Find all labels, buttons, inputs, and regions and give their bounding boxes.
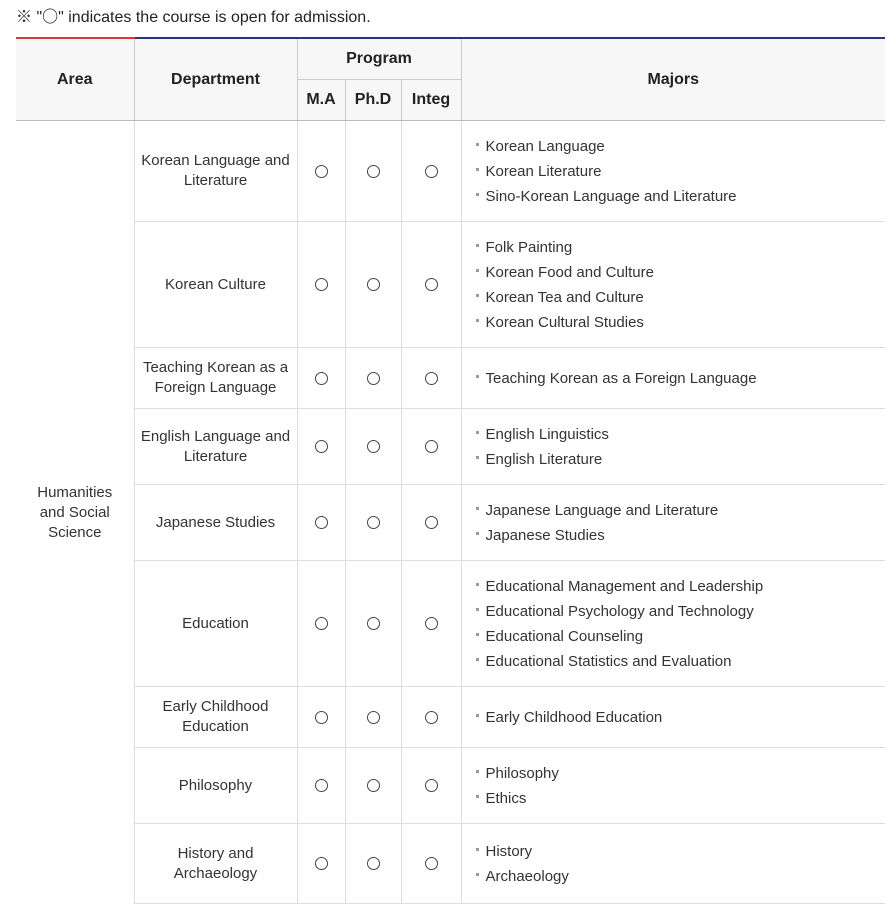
major-name: Ethics (485, 789, 527, 807)
ma-cell (297, 687, 345, 748)
ma-header: M.A (297, 80, 345, 121)
list-item (476, 839, 886, 864)
phd-header: Ph.D (345, 80, 401, 121)
open-circle-icon (315, 278, 328, 291)
phd-cell (345, 748, 401, 824)
open-circle-icon (367, 278, 380, 291)
major-name: Educational Statistics and Evaluation (485, 652, 732, 670)
phd-cell (345, 121, 401, 222)
major-name: Sino-Korean Language and Literature (485, 187, 737, 205)
table-row (16, 687, 885, 748)
major-name: Educational Counseling (485, 627, 644, 645)
department-name: Korean Language and Literature (141, 152, 290, 189)
integ-cell (401, 409, 461, 485)
open-circle-icon (425, 617, 438, 630)
open-circle-icon (315, 617, 328, 630)
major-name: Japanese Studies (485, 526, 605, 544)
program-header: Program (297, 38, 461, 80)
open-circle-icon (315, 711, 328, 724)
open-circle-icon (425, 779, 438, 792)
bullet-icon (476, 795, 479, 798)
department-cell (134, 121, 297, 222)
integ-cell (401, 561, 461, 687)
major-name: Educational Management and Leadership (485, 577, 764, 595)
majors-header: Majors (461, 38, 885, 121)
program-table (16, 37, 885, 904)
bullet-icon (476, 608, 479, 611)
open-circle-icon (425, 857, 438, 870)
majors-cell (461, 561, 885, 687)
major-name: Philosophy (485, 764, 559, 782)
area-name: Humanities and Social Science (37, 484, 113, 542)
department-header: Department (134, 38, 297, 121)
table-row (16, 121, 885, 222)
department-cell (134, 687, 297, 748)
open-circle-icon (425, 278, 438, 291)
open-circle-icon (315, 372, 328, 385)
area-cell (16, 121, 134, 904)
majors-list (476, 761, 886, 811)
bullet-icon (476, 583, 479, 586)
open-circle-icon (315, 440, 328, 453)
department-name: Early Childhood Education (162, 698, 269, 735)
major-name: Early Childhood Education (485, 708, 663, 726)
majors-cell (461, 409, 885, 485)
major-name: Archaeology (485, 867, 569, 885)
ma-cell (297, 348, 345, 409)
phd-cell (345, 687, 401, 748)
majors-list (476, 705, 886, 730)
list-item (476, 260, 886, 285)
major-name: Teaching Korean as a Foreign Language (485, 369, 757, 387)
table-row (16, 824, 885, 904)
open-circle-icon (367, 617, 380, 630)
integ-cell (401, 485, 461, 561)
majors-list (476, 574, 886, 674)
phd-cell (345, 409, 401, 485)
major-name: English Linguistics (485, 425, 609, 443)
bullet-icon (476, 714, 479, 717)
department-name: Korean Culture (165, 275, 266, 293)
ma-cell (297, 222, 345, 348)
department-cell (134, 748, 297, 824)
open-circle-icon (367, 372, 380, 385)
integ-cell (401, 687, 461, 748)
department-name: History and Archaeology (173, 844, 258, 882)
bullet-icon (476, 873, 479, 876)
department-name: Teaching Korean as a Foreign Language (142, 359, 289, 396)
list-item (476, 649, 886, 674)
list-item (476, 184, 886, 209)
majors-cell (461, 687, 885, 748)
table-row (16, 409, 885, 485)
table-body (16, 121, 885, 904)
majors-cell (461, 485, 885, 561)
list-item (476, 235, 886, 260)
open-circle-icon (367, 165, 380, 178)
majors-cell (461, 348, 885, 409)
integ-cell (401, 748, 461, 824)
phd-cell (345, 348, 401, 409)
bullet-icon (476, 244, 479, 247)
majors-list (476, 422, 886, 472)
open-circle-icon (315, 857, 328, 870)
list-item (476, 624, 886, 649)
list-item (476, 134, 886, 159)
bullet-icon (476, 294, 479, 297)
bullet-icon (476, 633, 479, 636)
major-name: Korean Language (485, 137, 605, 155)
open-circle-icon (425, 440, 438, 453)
phd-cell (345, 222, 401, 348)
table-row (16, 348, 885, 409)
phd-cell (345, 824, 401, 904)
list-item (476, 366, 886, 391)
department-cell (134, 485, 297, 561)
table-row (16, 748, 885, 824)
integ-header: Integ (401, 80, 461, 121)
department-cell (134, 222, 297, 348)
bullet-icon (476, 375, 479, 378)
table-header (16, 38, 885, 121)
table-row (16, 222, 885, 348)
admission-note: ※ "〇" indicates the course is open for admission. (16, 9, 371, 26)
list-item (476, 705, 886, 730)
majors-list (476, 235, 886, 335)
open-circle-icon (367, 440, 380, 453)
open-circle-icon (425, 711, 438, 724)
major-name: Korean Tea and Culture (485, 288, 644, 306)
majors-cell (461, 222, 885, 348)
bullet-icon (476, 269, 479, 272)
list-item (476, 285, 886, 310)
majors-list (476, 498, 886, 548)
integ-cell (401, 348, 461, 409)
department-cell (134, 348, 297, 409)
ma-cell (297, 485, 345, 561)
table-row (16, 485, 885, 561)
bullet-icon (476, 848, 479, 851)
majors-cell (461, 121, 885, 222)
bullet-icon (476, 168, 479, 171)
bullet-icon (476, 193, 479, 196)
table-row (16, 561, 885, 687)
open-circle-icon (315, 165, 328, 178)
list-item (476, 447, 886, 472)
ma-cell (297, 748, 345, 824)
phd-cell (345, 561, 401, 687)
department-cell (134, 824, 297, 904)
open-circle-icon (367, 857, 380, 870)
open-circle-icon (367, 516, 380, 529)
majors-cell (461, 824, 885, 904)
major-name: Korean Cultural Studies (485, 313, 644, 331)
list-item (476, 599, 886, 624)
list-item (476, 498, 886, 523)
list-item (476, 864, 886, 889)
bullet-icon (476, 532, 479, 535)
major-name: English Literature (485, 450, 603, 468)
open-circle-icon (425, 165, 438, 178)
major-name: Folk Painting (485, 238, 573, 256)
integ-cell (401, 121, 461, 222)
major-name: Japanese Language and Literature (485, 501, 719, 519)
ma-cell (297, 121, 345, 222)
department-name: Education (182, 614, 249, 632)
bullet-icon (476, 319, 479, 322)
open-circle-icon (425, 372, 438, 385)
phd-cell (345, 485, 401, 561)
majors-list (476, 839, 886, 889)
integ-cell (401, 824, 461, 904)
list-item (476, 422, 886, 447)
department-cell (134, 561, 297, 687)
department-name: English Language and Literature (140, 427, 291, 465)
bullet-icon (476, 431, 479, 434)
bullet-icon (476, 658, 479, 661)
ma-cell (297, 561, 345, 687)
majors-list (476, 366, 886, 391)
list-item (476, 523, 886, 548)
bullet-icon (476, 770, 479, 773)
list-item (476, 786, 886, 811)
department-name: Japanese Studies (155, 513, 276, 531)
integ-cell (401, 222, 461, 348)
open-circle-icon (367, 779, 380, 792)
area-header: Area (16, 38, 134, 121)
open-circle-icon (315, 779, 328, 792)
major-name: Korean Food and Culture (485, 263, 654, 281)
majors-list (476, 134, 886, 209)
open-circle-icon (315, 516, 328, 529)
major-name: Educational Psychology and Technology (485, 602, 754, 620)
open-circle-icon (425, 516, 438, 529)
major-name: Korean Literature (485, 162, 602, 180)
list-item (476, 761, 886, 786)
ma-cell (297, 824, 345, 904)
open-circle-icon (367, 711, 380, 724)
bullet-icon (476, 507, 479, 510)
majors-cell (461, 748, 885, 824)
bullet-icon (476, 456, 479, 459)
department-name: Philosophy (178, 776, 253, 794)
list-item (476, 574, 886, 599)
list-item (476, 310, 886, 335)
list-item (476, 159, 886, 184)
department-cell (134, 409, 297, 485)
bullet-icon (476, 143, 479, 146)
major-name: History (485, 842, 533, 860)
ma-cell (297, 409, 345, 485)
